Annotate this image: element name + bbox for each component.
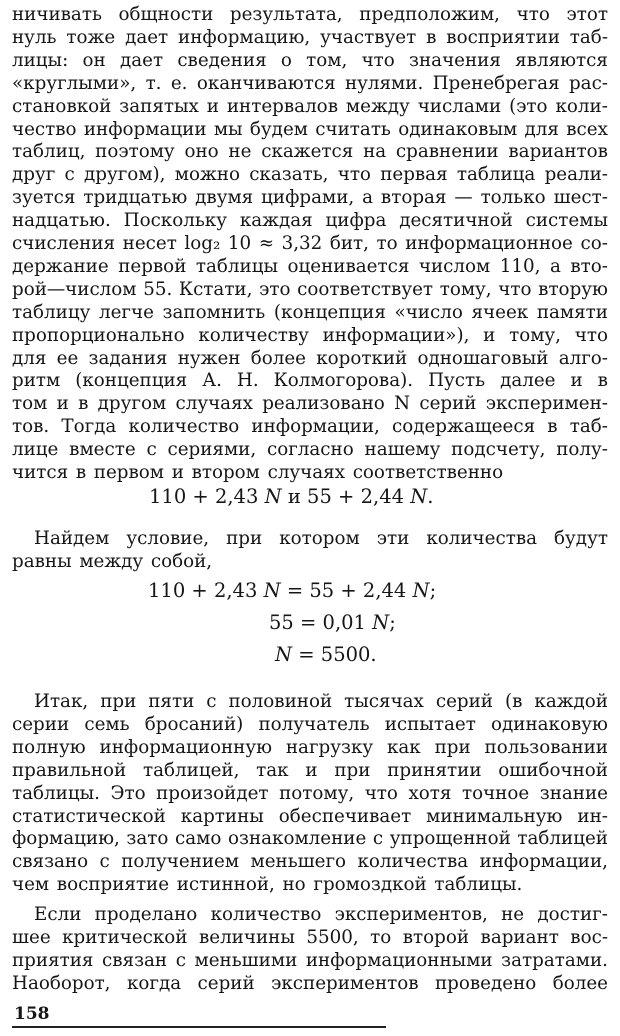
formula-result: N = 5500. bbox=[275, 643, 377, 666]
text-line: становкой запятых и интервалов между числами (это коли- bbox=[12, 95, 608, 117]
text-line: полную информационную нагрузку как при пользовании bbox=[12, 736, 608, 758]
text-line: держание первой таблицы оценивается числом 110, а вто- bbox=[12, 255, 608, 277]
text-line: рой—числом 55. Кстати, это соответствует тому, что вторую bbox=[12, 278, 608, 300]
text-line: счисления несет log₂ 10 ≈ 3,32 бит, то информационное со- bbox=[12, 233, 608, 254]
text-line: правильной таблицей, так и при принятии ошибочной bbox=[12, 759, 608, 781]
text-line: формацию, зато само ознакомление с упрощенной таблицей bbox=[12, 828, 608, 850]
footer-rule bbox=[12, 1026, 386, 1028]
formula-step: 55 = 0,01 N; bbox=[269, 611, 396, 634]
text-line: лицы: он дает сведения о том, что значения являются bbox=[12, 49, 608, 71]
text-line: чем восприятие истинной, но громоздкой таблицы. bbox=[12, 874, 523, 896]
text-line: таблицу легче запомнить (концепция «число ячеек памяти bbox=[12, 301, 608, 323]
text-line: надцатью. Поскольку каждая цифра десятичной системы bbox=[12, 210, 608, 232]
text-line: Если проделано количество экспериментов, не достиг- bbox=[34, 904, 608, 925]
text-line: нуль тоже дает информацию, участвует в восприятии таб- bbox=[12, 26, 608, 48]
text-line: пропорционально количеству информации»), и тому, что bbox=[12, 324, 608, 346]
formula-totals: 110 + 2,43 N и 55 + 2,44 N. bbox=[149, 485, 434, 508]
text-line: равны между собой, bbox=[12, 550, 213, 572]
text-line: таблицы. Это произойдет потому, что хотя точное знание bbox=[12, 782, 608, 804]
text-line: друг с другом), можно сказать, что первая таблица реали- bbox=[12, 164, 608, 186]
formula-equation: 110 + 2,43 N = 55 + 2,44 N; bbox=[148, 579, 437, 602]
text-line: Наоборот, когда серий экспериментов проведено более bbox=[12, 972, 608, 994]
text-line: «круглыми», т. е. оканчиваются нулями. Пренебрегая рас- bbox=[12, 72, 608, 94]
text-line: ничивать общности результата, предположим, что этот bbox=[12, 4, 608, 25]
text-line: Найдем условие, при котором эти количества будут bbox=[34, 528, 608, 549]
text-line: для ее задания нужен более короткий одношаговый алго- bbox=[12, 347, 608, 369]
text-line: статистической картины обеспечивает минимальную ин- bbox=[12, 805, 608, 827]
text-line: лице вместе с сериями, согласно нашему подсчету, полу- bbox=[12, 439, 608, 461]
page-number: 158 bbox=[14, 1004, 50, 1024]
text-line: чество информации мы будем считать одинаковым для всех bbox=[12, 118, 608, 140]
text-line: ритм (концепция А. Н. Колмогорова). Пусть далее и в bbox=[12, 370, 608, 392]
text-line: том и в другом случаях реализовано N серий эксперимен- bbox=[12, 393, 608, 415]
text-line: серии семь бросаний) получатель испытает одинаковую bbox=[12, 713, 608, 735]
text-line: зуется тридцатью двумя цифрами, а вторая — только шест- bbox=[12, 187, 608, 209]
text-line: Итак, при пяти с половиной тысячах серий (в каждой bbox=[34, 691, 608, 712]
text-line: таблиц, поэтому оно не скажется на сравнении вариантов bbox=[12, 141, 608, 163]
text-line: связано с получением меньшего количества информации, bbox=[12, 851, 608, 873]
text-line: чится в первом и втором случаях соответственно bbox=[12, 462, 504, 483]
text-line: приятия связан с меньшими информационными затратами. bbox=[12, 949, 608, 971]
text-line: тов. Тогда количество информации, содержащееся в таб- bbox=[12, 416, 608, 438]
text-line: шее критической величины 5500, то второй вариант вос- bbox=[12, 926, 608, 948]
